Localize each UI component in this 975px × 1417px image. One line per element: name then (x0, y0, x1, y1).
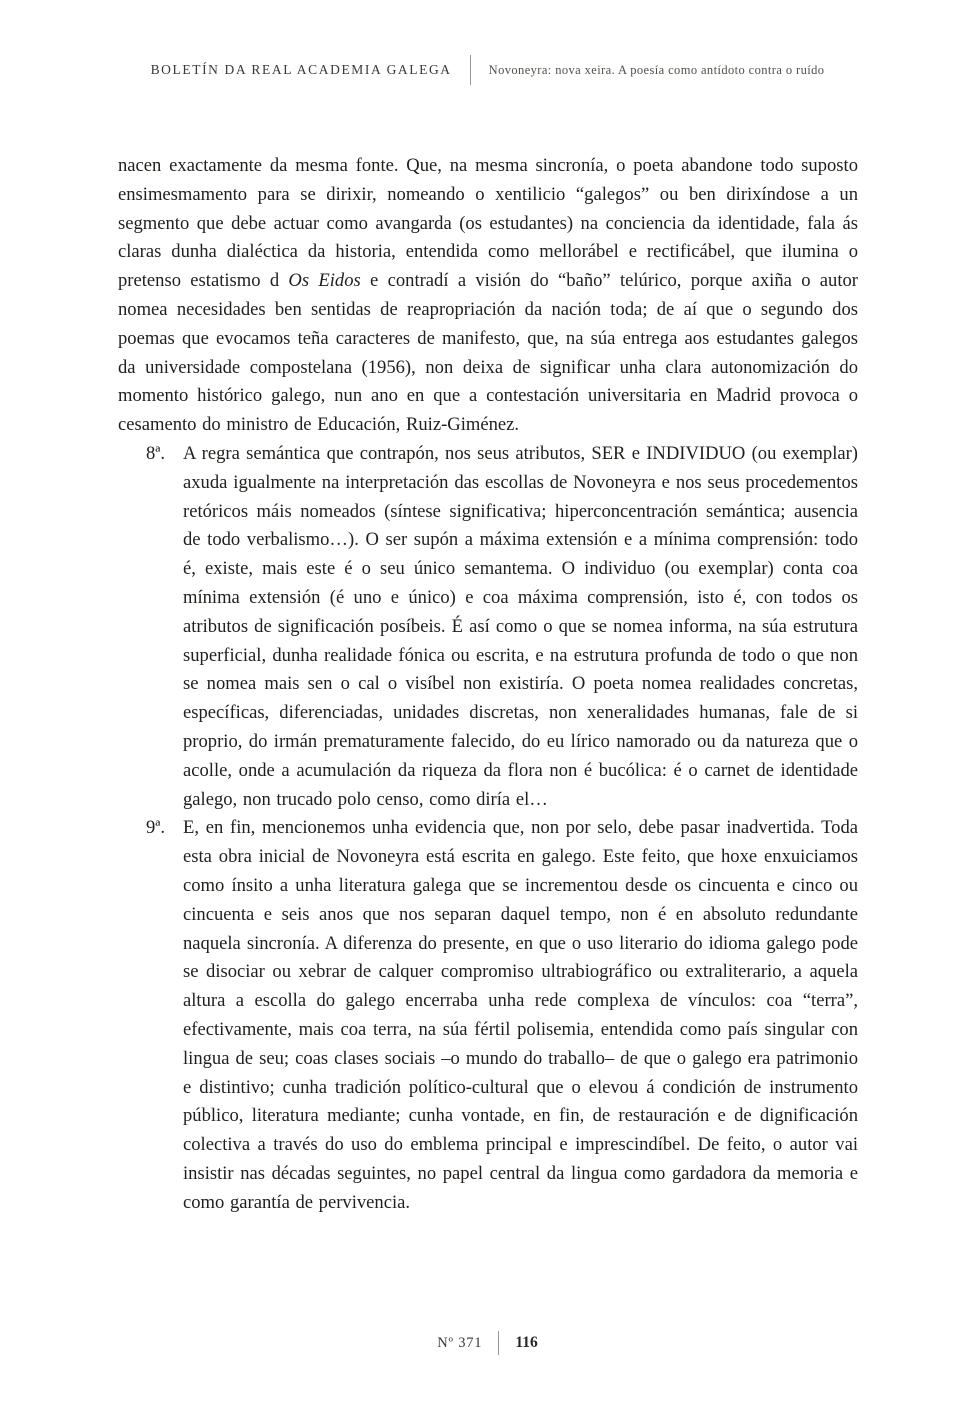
header-divider (470, 55, 471, 85)
article-title: Novoneyra: nova xeira. A poesía como antídoto contra o ruído (488, 62, 825, 77)
paragraph-part-1: nacen exactamente da mesma fonte. Que, na mesma sincronía, o poeta abandone todo suposto ensimesmamento para se dirixir, nomeando o xentilicio “galegos” ou ben dirixíndose a un segmento que debe actuar como avangarda (os estudantes) na conciencia da identidade, fala ás claras dunha dialéctica da historia, entendida como mellorábel e rectificábel, que ilumina o pretenso estatismo d (118, 155, 858, 292)
numbered-item-9 (118, 814, 858, 1217)
item-8-text: A regra semántica que contrapón, nos seus atributos, SER e INDIVIDUO (ou exemplar) axuda igualmente na interpretación das escollas de Novoneyra e nos seus procedementos retóricos máis nomeados (síntese significativa; hiperconcentración semántica; ausencia de todo verbalismo…). O ser supón a máxima extensión e a mínima comprensión: todo é, existe, mais este é o seu único semantema. O individuo (ou exemplar) conta coa mínima extensión (é uno e único) e coa máxima comprensión, isto é, con todos os atributos de significación posíbeis. É así como o que se nomea informa, na súa estrutura superficial, dunha realidade fónica ou escrita, e na estrutura profunda de todo o que non se nomea mais sen o cal o visíbel non existiría. O poeta nomea realidades concretas, específicas, diferenciadas, unidades discretas, non xeneralidades humanas, fale de si proprio, do irmán prematuramente falecido, do eu lírico namorado ou da natureza que o acolle, onde a acumulación da riqueza da flora non é bucólica: é o carnet de identidade galego, non trucado polo censo, como diría el… (183, 442, 858, 810)
paragraph-continuation (118, 152, 858, 440)
item-8-marker: 8ª. (146, 442, 166, 464)
page-header (0, 55, 975, 85)
item-9-marker: 9ª. (146, 817, 166, 839)
footer-divider (498, 1331, 499, 1355)
journal-title: BOLETÍN DA REAL ACADEMIA GALEGA (150, 62, 452, 77)
book-title-os-eidos: Os Eidos (288, 270, 361, 292)
page-footer (0, 1331, 975, 1355)
page-number: 116 (515, 1334, 538, 1351)
article-body (118, 152, 858, 1217)
numbered-item-8 (118, 440, 858, 814)
issue-number: Nº 371 (437, 1334, 483, 1351)
paragraph-part-2: e contradí a visión do “baño” telúrico, porque axiña o autor nomea necesidades ben sentidas de reapropriación da nación toda; de aí que o segundo dos poemas que evocamos teña caracteres de manifesto, que, na súa entrega aos estudantes galegos da universidade compostelana (1956), non deixa de significar unha clara autonomización do momento histórico galego, nun ano en que a contestación universitaria en Madrid provoca o cesamento do ministro de Educación, Ruiz-Giménez. (118, 270, 858, 436)
item-9-text: E, en fin, mencionemos unha evidencia que, non por selo, debe pasar inadvertida. Toda esta obra inicial de Novoneyra está escrita en galego. Este feito, que hoxe enxuiciamos como ínsito a unha literatura galega que se incrementou desde os cincuenta e cinco ou cincuenta e seis anos que nos separan daquel tempo, non é en absoluto redundante naquela sincronía. A diferenza do presente, en que o uso literario do idioma galego pode se disociar ou xebrar de calquer compromiso ultrabiográfico ou extraliterario, a aquela altura a escolla do galego encerraba unha rede complexa de vínculos: coa “terra”, efectivamente, mais coa terra, na súa fértil polisemia, entendida como país singular con lingua de seu; coas clases sociais –o mundo do traballo– de que o galego era patrimonio e distintivo; cunha tradición político-cultural que o elevou á condición de instrumento público, literatura mediante; cunha vontade, en fin, de restauración e de dignificación colectiva a través do uso do emblema principal e imprescindíbel. De feito, o autor vai insistir nas décadas seguintes, no papel central da lingua como gardadora da memoria e como garantía de pervivencia. (183, 817, 858, 1213)
